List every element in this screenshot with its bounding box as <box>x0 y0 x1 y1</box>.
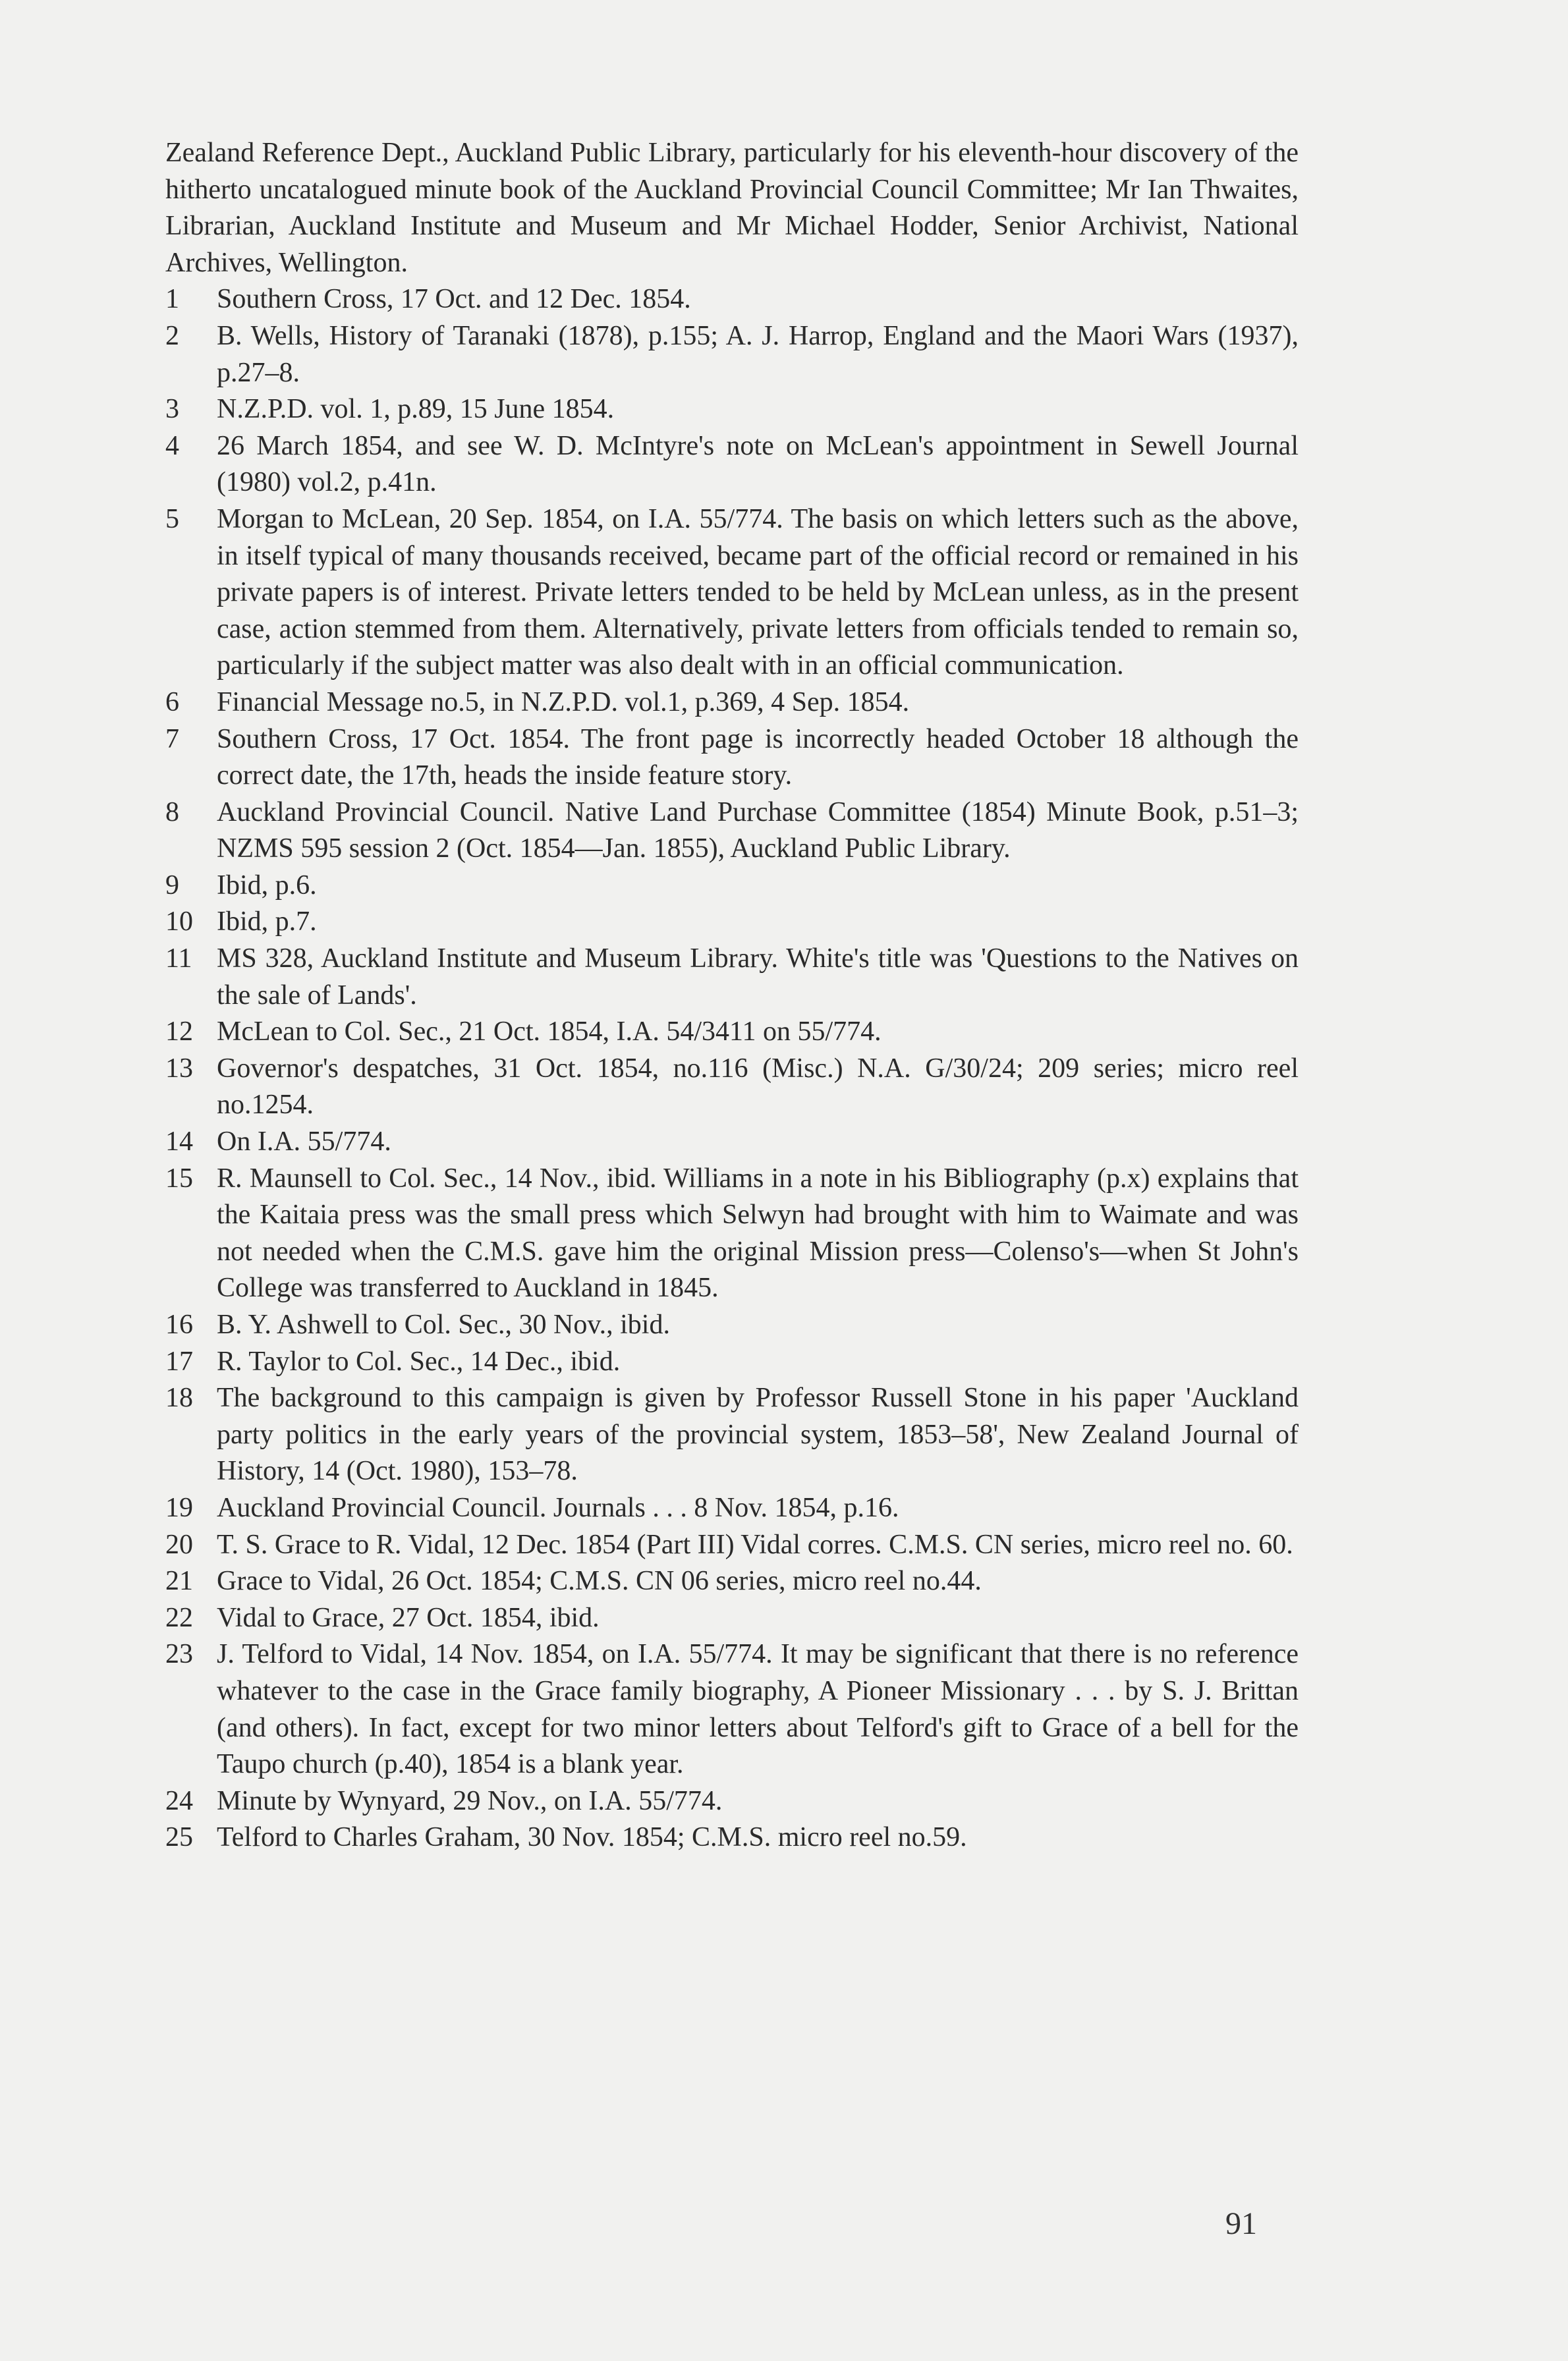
endnote-item <box>165 1124 1299 1161</box>
endnote-text: Southern Cross, 17 Oct. 1854. The front page is incorrectly headed October 18 although the correct date, the 17th, heads the inside feature story. <box>217 723 1299 791</box>
endnote-text: R. Taylor to Col. Sec., 14 Dec., ibid. <box>217 1346 621 1377</box>
endnote-number: 14 <box>165 1126 193 1157</box>
endnote-number: 20 <box>165 1529 193 1560</box>
endnote-text: Financial Message no.5, in N.Z.P.D. vol.1, p.369, 4 Sep. 1854. <box>217 686 910 717</box>
endnote-number: 24 <box>165 1785 193 1816</box>
endnote-number: 8 <box>165 796 179 827</box>
endnote-text: Governor's despatches, 31 Oct. 1854, no.116 (Misc.) N.A. G/30/24; 209 series; micro reel no.1254. <box>217 1053 1299 1121</box>
endnote-text: 26 March 1854, and see W. D. McIntyre's note on McLean's appointment in Sewell Journal (1980) vol.2, p.41n. <box>217 430 1299 498</box>
endnote-item <box>165 1307 1299 1344</box>
endnote-number: 22 <box>165 1602 193 1633</box>
endnote-text: Auckland Provincial Council. Native Land Purchase Committee (1854) Minute Book, p.51–3; NZMS 595 session 2 (Oct. 1854—Jan. 1855), Auckland Public Library. <box>217 796 1299 864</box>
endnote-number: 4 <box>165 430 179 461</box>
endnote-item <box>165 281 1299 318</box>
endnote-item <box>165 1490 1299 1527</box>
endnote-text: Southern Cross, 17 Oct. and 12 Dec. 1854. <box>217 284 691 315</box>
endnote-text: Minute by Wynyard, 29 Nov., on I.A. 55/774. <box>217 1785 723 1816</box>
endnote-number: 7 <box>165 723 179 754</box>
endnote-number: 9 <box>165 870 179 901</box>
endnote-text: R. Maunsell to Col. Sec., 14 Nov., ibid. Williams in a note in his Bibliography (p.x) explains that the Kaitaia press was the small press which Selwyn had brought with him to Waimate and was not needed when the C.M.S. gave him the original Mission press—Colenso's—when St John's College was transferred to Auckland in 1845. <box>217 1163 1299 1304</box>
endnote-text: Grace to Vidal, 26 Oct. 1854; C.M.S. CN 06 series, micro reel no.44. <box>217 1566 982 1597</box>
notes-text-block <box>165 135 1299 1856</box>
endnote-number: 12 <box>165 1016 193 1047</box>
endnote-text: Vidal to Grace, 27 Oct. 1854, ibid. <box>217 1602 600 1633</box>
endnote-item <box>165 1161 1299 1307</box>
endnote-number: 3 <box>165 394 179 425</box>
endnote-number: 18 <box>165 1383 193 1414</box>
endnote-text: N.Z.P.D. vol. 1, p.89, 15 June 1854. <box>217 394 615 425</box>
endnote-item <box>165 428 1299 501</box>
endnote-item <box>165 501 1299 684</box>
endnote-number: 5 <box>165 503 179 534</box>
endnote-item <box>165 941 1299 1014</box>
endnote-number: 6 <box>165 686 179 717</box>
endnote-text: On I.A. 55/774. <box>217 1126 391 1157</box>
endnote-number: 16 <box>165 1310 193 1340</box>
endnote-item <box>165 684 1299 721</box>
endnote-text: B. Wells, History of Taranaki (1878), p.155; A. J. Harrop, England and the Maori Wars (1937), p.27–8. <box>217 320 1299 388</box>
endnote-item <box>165 1051 1299 1124</box>
endnote-number: 11 <box>165 943 192 974</box>
endnote-text: Telford to Charles Graham, 30 Nov. 1854; C.M.S. micro reel no.59. <box>217 1822 967 1853</box>
endnote-number: 19 <box>165 1492 193 1523</box>
endnote-text: T. S. Grace to R. Vidal, 12 Dec. 1854 (Part III) Vidal corres. C.M.S. CN series, micro reel no. 60. <box>217 1529 1293 1560</box>
endnote-item <box>165 1380 1299 1490</box>
page-number: 91 <box>1225 2206 1257 2241</box>
endnote-text: Auckland Provincial Council. Journals . . . 8 Nov. 1854, p.16. <box>217 1492 899 1523</box>
endnote-item <box>165 1819 1299 1856</box>
endnote-item <box>165 1563 1299 1600</box>
endnote-item <box>165 1014 1299 1051</box>
endnote-text: The background to this campaign is given by Professor Russell Stone in his paper 'Auckland party politics in the early years of the provincial system, 1853–58', New Zealand Journal of History, 14 (Oct. 1980), 153–78. <box>217 1383 1299 1487</box>
endnote-item <box>165 1344 1299 1381</box>
intro-paragraph: Zealand Reference Dept., Auckland Public Library, particularly for his eleventh-hour discovery of the hitherto uncatalogued minute book of the Auckland Provincial Council Committee; Mr Ian Thwaites, Librarian, Auckland Institute and Museum and Mr Michael Hodder, Senior Archivist, National Archives, Wellington. <box>165 138 1299 278</box>
endnote-text: Ibid, p.7. <box>217 906 317 937</box>
endnote-item <box>165 318 1299 391</box>
endnote-item <box>165 721 1299 794</box>
endnote-text: Ibid, p.6. <box>217 870 317 901</box>
endnote-number: 17 <box>165 1346 193 1377</box>
endnote-text: Morgan to McLean, 20 Sep. 1854, on I.A. 55/774. The basis on which letters such as the above, in itself typical of many thousands received, became part of the official record or remained in his private papers is of interest. Private letters tended to be held by McLean unless, as in the present case, action stemmed from them. Alternatively, private letters from officials tended to remain so, particularly if the subject matter was also dealt with in an official communication. <box>217 503 1299 681</box>
endnote-text: B. Y. Ashwell to Col. Sec., 30 Nov., ibid. <box>217 1310 670 1340</box>
endnote-item <box>165 794 1299 868</box>
endnote-number: 15 <box>165 1163 193 1194</box>
endnote-text: MS 328, Auckland Institute and Museum Library. White's title was 'Questions to the Natives on the sale of Lands'. <box>217 943 1299 1011</box>
endnote-item <box>165 391 1299 428</box>
endnote-item <box>165 868 1299 904</box>
endnote-number: 10 <box>165 906 193 937</box>
endnote-item <box>165 1636 1299 1783</box>
endnote-number: 13 <box>165 1053 193 1084</box>
endnote-text: J. Telford to Vidal, 14 Nov. 1854, on I.A. 55/774. It may be significant that there is no reference whatever to the case in the Grace family biography, A Pioneer Missionary . . . by S. J. Brittan (and others). In fact, except for two minor letters about Telford's gift to Grace of a bell for the Taupo church (p.40), 1854 is a blank year. <box>217 1639 1299 1780</box>
endnote-item <box>165 1527 1299 1564</box>
endnote-item <box>165 904 1299 941</box>
endnote-number: 25 <box>165 1822 193 1853</box>
endnote-number: 21 <box>165 1566 193 1597</box>
endnote-text: McLean to Col. Sec., 21 Oct. 1854, I.A. 54/3411 on 55/774. <box>217 1016 882 1047</box>
endnotes-list <box>165 281 1299 1856</box>
endnote-number: 2 <box>165 320 179 351</box>
endnote-number: 1 <box>165 284 179 315</box>
endnote-number: 23 <box>165 1639 193 1670</box>
endnote-item <box>165 1600 1299 1637</box>
endnote-item <box>165 1783 1299 1820</box>
